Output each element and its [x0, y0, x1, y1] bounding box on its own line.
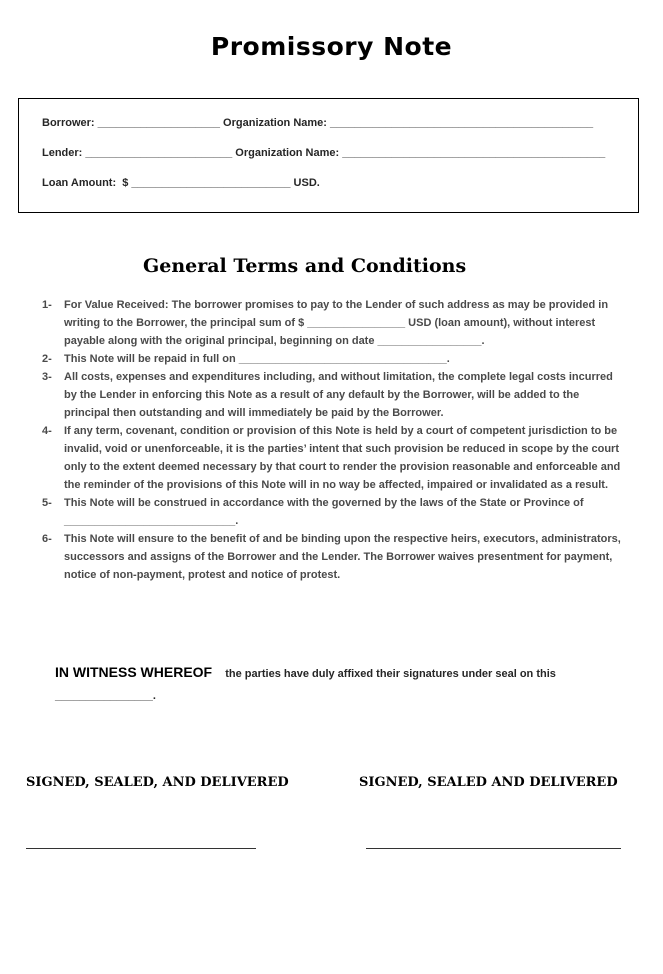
term-number: 4-	[42, 425, 52, 437]
loan-amount-row	[42, 177, 320, 189]
parties-info-box	[18, 98, 639, 213]
witness-lead: IN WITNESS WHEREOF	[55, 664, 213, 680]
term-item	[42, 350, 622, 368]
term-item	[42, 422, 622, 494]
borrower-field[interactable]: Borrower: ____________________	[42, 117, 220, 129]
term-item	[42, 296, 622, 350]
right-signature-label: SIGNED, SEALED AND DELIVERED	[359, 775, 618, 790]
term-number: 6-	[42, 533, 52, 545]
term-text: This Note will be construed in accordance with the governed by the laws of the State or Province of ____________________________.	[64, 497, 584, 527]
witness-clause	[55, 661, 615, 707]
lender-field[interactable]: Lender: ________________________	[42, 147, 233, 159]
term-text: For Value Received: The borrower promises to pay to the Lender of such address as may be provided in writing to the Borrower, the principal sum of $ ________________ USD (loan amount), without interest payable along with the original principal, beginning on date _________________.	[64, 299, 609, 347]
loan-amount-field[interactable]: Loan Amount: $ __________________________ USD.	[42, 177, 320, 189]
document-title: Promissory Note	[210, 32, 453, 61]
borrower-organization-field[interactable]: Organization Name: ___________________________________________	[223, 117, 594, 129]
section-title: General Terms and Conditions	[143, 255, 467, 277]
term-number: 2-	[42, 353, 52, 365]
term-number: 5-	[42, 497, 52, 509]
term-text: This Note will be repaid in full on __________________________________.	[64, 353, 450, 365]
term-item	[42, 494, 622, 530]
term-item	[42, 530, 622, 584]
witness-text: the parties have duly affixed their signatures under seal on this	[225, 668, 556, 680]
witness-date-field[interactable]: ________________.	[55, 690, 156, 702]
term-number: 1-	[42, 299, 52, 311]
term-text: This Note will ensure to the benefit of and be binding upon the respective heirs, executors, administrators, successors and assigns of the Borrower and the Lender. The Borrower waives presentment for payment, notice of non-payment, protest and notice of protest.	[64, 533, 621, 581]
term-number: 3-	[42, 371, 52, 383]
term-text: All costs, expenses and expenditures including, and without limitation, the complete legal costs incurred by the Lender in enforcing this Note as a result of any default by the Borrower, will be added to the principal then outstanding and will immediately be paid by the Borrower.	[64, 371, 613, 419]
right-signature-line[interactable]	[366, 848, 621, 849]
left-signature-line[interactable]	[26, 848, 256, 849]
term-item	[42, 368, 622, 422]
lender-organization-field[interactable]: Organization Name: ___________________________________________	[235, 147, 606, 159]
borrower-row	[42, 117, 593, 129]
term-text: If any term, covenant, condition or provision of this Note is held by a court of competent jurisdiction to be invalid, void or unenforceable, it is the parties’ intent that such provision be reduced in scope by the court only to the extent deemed necessary by that court to render the provision reasonable and enforceable and the reminder of the provisions of this Note will in no way be affected, impaired or invalidated as a result.	[64, 425, 621, 491]
left-signature-label: SIGNED, SEALED, AND DELIVERED	[26, 775, 289, 790]
terms-list	[42, 296, 622, 584]
lender-row	[42, 147, 605, 159]
